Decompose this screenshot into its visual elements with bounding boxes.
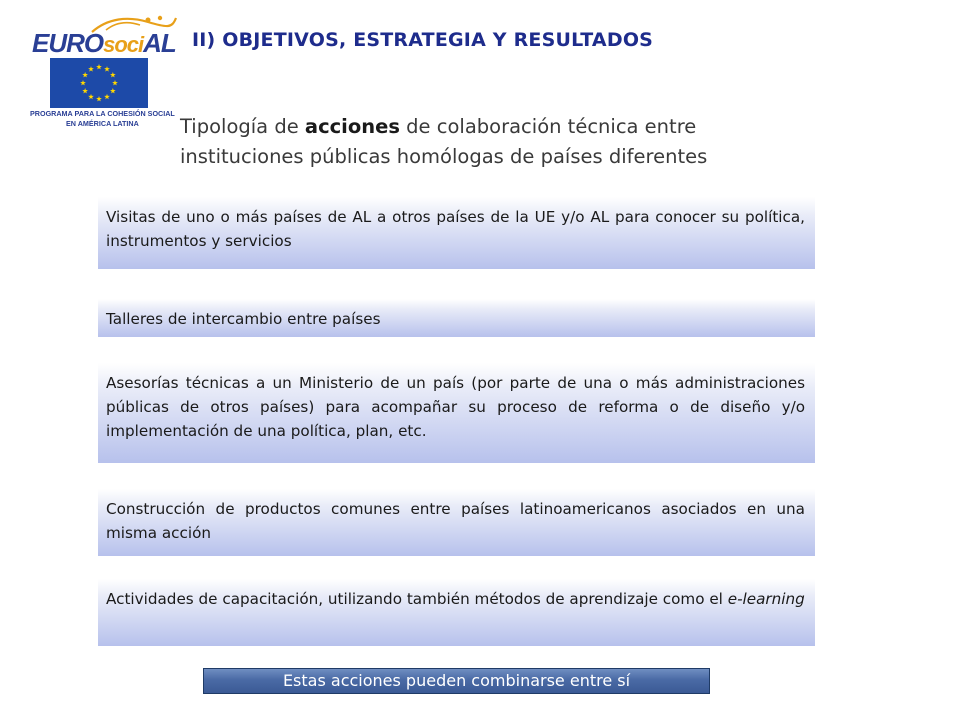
subtitle-bold: acciones [304, 115, 400, 138]
page-heading: II) OBJETIVOS, ESTRATEGIA Y RESULTADOS [192, 29, 654, 51]
eurosocial-logo [26, 10, 181, 128]
training-italic: e-learning [727, 590, 805, 608]
action-box-workshops: Talleres de intercambio entre países [98, 299, 815, 337]
action-box-technical-advice: Asesorías técnicas a un Ministerio de un país (por parte de una o más administraciones públicas de otros países) para acompañar su proceso de reforma o de diseño y/o implementación de una política, plan, etc. [98, 363, 815, 463]
logo-word-social: soci [103, 32, 144, 57]
subtitle-before: Tipología de [180, 115, 305, 138]
action-box-training [98, 579, 815, 646]
logo-caption-line1: PROGRAMA PARA LA COHESIÓN SOCIAL [30, 109, 175, 118]
subtitle-after: de colaboración técnica entre instituciones públicas homólogas de países diferentes [180, 115, 708, 168]
combination-banner: Estas acciones pueden combinarse entre sí [203, 668, 710, 694]
action-box-visits: Visitas de uno o más países de AL a otros países de la UE y/o AL para conocer su política, instrumentos y servicios [98, 197, 815, 269]
training-text: Actividades de capacitación, utilizando también métodos de aprendizaje como el [106, 590, 728, 608]
slide-subtitle [180, 112, 820, 172]
logo-wordmark [32, 28, 176, 59]
action-box-common-products: Construcción de productos comunes entre países latinoamericanos asociados en una misma acción [98, 489, 815, 556]
logo-caption-line2: EN AMÉRICA LATINA [66, 119, 139, 128]
logo-word-euro: EURO [32, 28, 104, 58]
logo-word-al: AL [143, 28, 176, 58]
eu-flag-icon [50, 58, 148, 108]
